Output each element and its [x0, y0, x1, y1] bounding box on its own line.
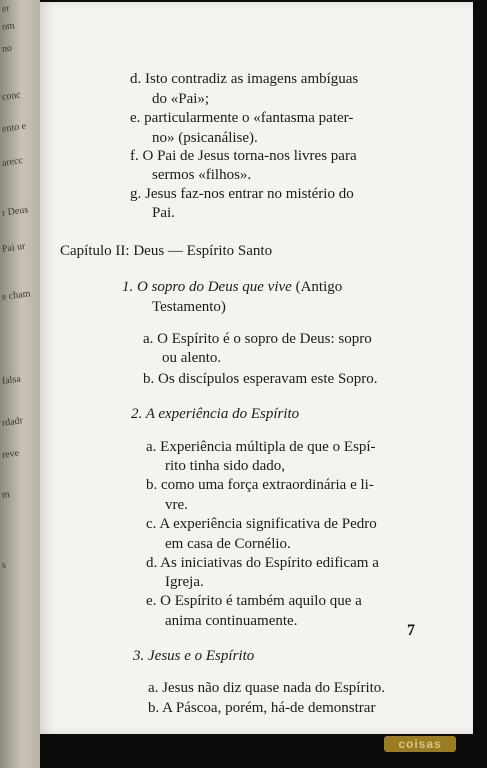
left-page-text-fragment: s	[1, 559, 7, 571]
left-page-text-fragment: Pai ur	[1, 240, 27, 255]
left-page-text-fragment: e cham	[1, 288, 32, 303]
list-item-e-continuation: no» (psicanálise).	[152, 130, 258, 146]
section-1-title-rest: (Antigo	[291, 279, 343, 295]
page-number: 7	[407, 622, 415, 639]
section-2-title: 2. A experiência do Espírito	[131, 406, 300, 422]
left-page-text-fragment: m	[1, 488, 11, 501]
chapter-heading: Capítulo II: Deus — Espírito Santo	[60, 243, 273, 259]
left-page-text-fragment: falsa	[1, 373, 22, 387]
list-item-3b: b. A Páscoa, porém, há-de demonstrar	[148, 700, 376, 716]
left-page-text-fragment: r Deus	[1, 204, 29, 219]
list-item-d-continuation: do «Pai»;	[152, 91, 210, 107]
left-page-text-fragment: ento e	[1, 120, 27, 135]
list-item-e: e. particularmente o «fantasma pater-	[130, 110, 354, 126]
list-item-g: g. Jesus faz-nos entrar no mistério do	[130, 186, 354, 202]
section-1-title-continuation: Testamento)	[152, 299, 226, 315]
list-item-2e: e. O Espírito é também aquilo que a	[146, 593, 362, 609]
list-item-3a: a. Jesus não diz quase nada do Espírito.	[148, 680, 386, 696]
left-page-text-fragment: om	[1, 20, 16, 33]
list-item-d: d. Isto contradiz as imagens ambíguas	[130, 71, 359, 87]
list-item-1b: b. Os discípulos esperavam este Sopro.	[143, 371, 378, 387]
list-item-2b-continuation: vre.	[165, 497, 188, 513]
section-3-title: 3. Jesus e o Espírito	[133, 648, 255, 664]
list-item-2d: d. As iniciativas do Espírito edificam a	[146, 555, 379, 571]
left-page-text-fragment: no	[1, 42, 13, 55]
list-item-1a-continuation: ou alento.	[162, 350, 222, 366]
list-item-2c: c. A experiência significativa de Pedro	[146, 516, 377, 532]
watermark-logo: coisas	[384, 736, 456, 752]
list-item-2d-continuation: Igreja.	[165, 574, 204, 590]
section-1-title-italic: 1. O sopro do Deus que vive	[122, 279, 292, 295]
left-page-text-fragment: arecc	[1, 155, 24, 169]
list-item-2e-continuation: anima continuamente.	[165, 613, 298, 629]
list-item-f-continuation: sermos «filhos».	[152, 167, 252, 183]
list-item-g-continuation: Pai.	[152, 205, 175, 221]
list-item-2c-continuation: em casa de Cornélio.	[165, 536, 291, 552]
left-page-text-fragment: er	[1, 2, 11, 15]
list-item-2b: b. como uma força extraordinária e li-	[146, 477, 374, 493]
list-item-f: f. O Pai de Jesus torna-nos livres para	[130, 148, 357, 164]
left-page-text-fragment: reve	[1, 447, 20, 461]
left-page-text-fragment: conc	[1, 89, 22, 103]
list-item-2a-continuation: rito tinha sido dado,	[165, 458, 285, 474]
left-page-text-fragment: rdadr	[1, 415, 24, 429]
left-page-edge	[0, 0, 40, 768]
list-item-1a: a. O Espírito é o sopro de Deus: sopro	[143, 331, 372, 347]
section-1-title	[122, 278, 342, 296]
list-item-2a: a. Experiência múltipla de que o Espí-	[146, 439, 376, 455]
